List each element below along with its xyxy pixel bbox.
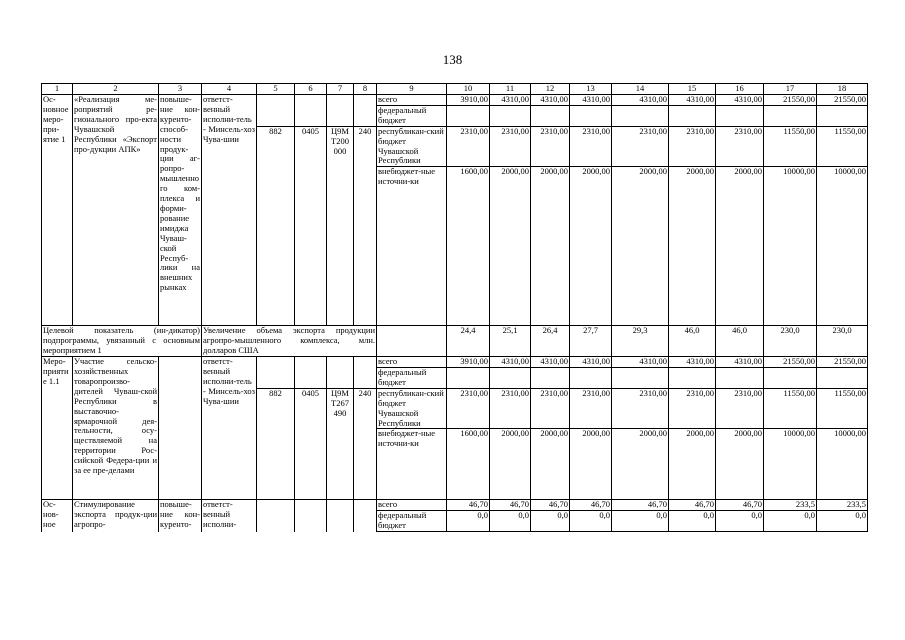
code-cell — [257, 167, 295, 326]
budget-code-csr: Ц9М Т200 000 — [327, 126, 354, 167]
code-cell — [354, 429, 377, 500]
code-cell — [257, 357, 295, 368]
value-cell: 46,70 — [716, 500, 764, 511]
indicator-value: 24,4 — [447, 326, 490, 357]
value-cell — [612, 105, 669, 126]
value-cell: 233,5 — [764, 500, 817, 511]
value-cell: 46,70 — [612, 500, 669, 511]
source-label: всего — [377, 500, 447, 511]
source-label: внебюджет-ные источни-ки — [377, 167, 447, 326]
value-cell — [764, 367, 817, 388]
value-cell: 2310,00 — [716, 126, 764, 167]
value-cell — [669, 367, 716, 388]
value-cell — [447, 367, 490, 388]
value-cell — [490, 105, 531, 126]
value-cell — [531, 367, 570, 388]
code-cell — [327, 367, 354, 388]
code-cell — [354, 511, 377, 532]
code-cell — [327, 429, 354, 500]
event-number: Ос-нов-ное — [42, 500, 73, 532]
col-num: 5 — [257, 84, 295, 95]
value-cell: 11550,00 — [764, 126, 817, 167]
value-cell: 0,0 — [531, 511, 570, 532]
col-num: 9 — [377, 84, 447, 95]
value-cell: 2000,00 — [716, 429, 764, 500]
col-num: 7 — [327, 84, 354, 95]
value-cell: 0,0 — [490, 511, 531, 532]
code-cell — [295, 500, 327, 511]
budget-code-vr: 240 — [354, 388, 377, 429]
source-label: федеральный бюджет — [377, 367, 447, 388]
value-cell: 0,0 — [570, 511, 612, 532]
value-cell: 46,70 — [570, 500, 612, 511]
code-cell — [295, 95, 327, 106]
code-cell — [327, 167, 354, 326]
source-label: федеральный бюджет — [377, 511, 447, 532]
column-number-row — [42, 84, 868, 95]
value-cell: 1600,00 — [447, 429, 490, 500]
source-label: республикан-ский бюджет Чувашской Республики — [377, 388, 447, 429]
code-cell — [354, 105, 377, 126]
value-cell — [490, 367, 531, 388]
value-cell: 2000,00 — [570, 167, 612, 326]
indicator-value: 46,0 — [669, 326, 716, 357]
value-cell: 10000,00 — [764, 429, 817, 500]
table-row — [42, 500, 868, 511]
value-cell: 2310,00 — [669, 126, 716, 167]
value-cell: 4310,00 — [669, 95, 716, 106]
value-cell: 4310,00 — [531, 357, 570, 368]
code-cell — [295, 429, 327, 500]
source-label: всего — [377, 95, 447, 106]
value-cell: 2000,00 — [669, 167, 716, 326]
code-cell — [295, 511, 327, 532]
value-cell: 2000,00 — [612, 429, 669, 500]
budget-code-grbs: 882 — [257, 126, 295, 167]
value-cell: 4310,00 — [490, 357, 531, 368]
event-executor: ответст-венный исполни- — [202, 500, 257, 532]
col-num: 14 — [612, 84, 669, 95]
value-cell: 10000,00 — [817, 429, 868, 500]
value-cell: 4310,00 — [570, 357, 612, 368]
value-cell: 233,5 — [817, 500, 868, 511]
code-cell — [295, 105, 327, 126]
code-cell — [295, 367, 327, 388]
budget-code-rzpr: 0405 — [295, 126, 327, 167]
col-num: 12 — [531, 84, 570, 95]
indicator-value: 46,0 — [716, 326, 764, 357]
indicator-row — [42, 326, 868, 357]
table-row — [42, 357, 868, 368]
col-num: 2 — [73, 84, 159, 95]
indicator-value: 230,0 — [817, 326, 868, 357]
col-num: 8 — [354, 84, 377, 95]
value-cell — [570, 105, 612, 126]
value-cell: 46,70 — [669, 500, 716, 511]
value-cell: 0,0 — [669, 511, 716, 532]
event-executor: ответст-венный исполни-тель - Минсель-хоз Чува-шии — [202, 357, 257, 500]
value-cell: 3910,00 — [447, 95, 490, 106]
code-cell — [354, 367, 377, 388]
value-cell: 2310,00 — [669, 388, 716, 429]
value-cell — [570, 367, 612, 388]
value-cell: 21550,00 — [764, 357, 817, 368]
indicator-source-cell — [377, 326, 447, 357]
value-cell: 2000,00 — [716, 167, 764, 326]
value-cell: 2310,00 — [447, 126, 490, 167]
indicator-label: Целевой показатель (ин-дикатор) подпрограммы, увязанный с основным мероприятием 1 — [43, 325, 200, 356]
indicator-value: 26,4 — [531, 326, 570, 357]
event-title: Участие сельско-хозяйственных товаропроизво-дителей Чуваш-ской Республики в выставочно-ярмарочной дея-тельности, осу-ществляемой на территории Рос-сийской Федера-ции и за ее пре-делами — [73, 357, 159, 500]
col-num: 17 — [764, 84, 817, 95]
page-number: 138 — [442, 52, 463, 67]
value-cell — [716, 105, 764, 126]
value-cell: 10000,00 — [764, 167, 817, 326]
value-cell: 10000,00 — [817, 167, 868, 326]
code-cell — [327, 105, 354, 126]
source-label: республикан-ский бюджет Чувашской Республики — [377, 126, 447, 167]
value-cell: 2310,00 — [570, 126, 612, 167]
value-cell: 2310,00 — [490, 388, 531, 429]
value-cell: 46,70 — [531, 500, 570, 511]
value-cell: 4310,00 — [716, 357, 764, 368]
value-cell: 2310,00 — [612, 388, 669, 429]
source-label: федеральный бюджет — [377, 105, 447, 126]
value-cell: 2310,00 — [570, 388, 612, 429]
event-title: «Реализация ме-роприятий ре-гионального про-екта Чувашской Республики «Экспорт про-дукции АПК» — [73, 95, 159, 326]
code-cell — [354, 500, 377, 511]
value-cell: 2310,00 — [531, 388, 570, 429]
code-cell — [327, 500, 354, 511]
budget-table — [41, 83, 868, 532]
value-cell: 4310,00 — [612, 357, 669, 368]
event-goal: повыше-ние кон-куренто- — [159, 500, 202, 532]
value-cell: 11550,00 — [817, 388, 868, 429]
indicator-description: Увеличение объема экспорта продукции агропро-мышленного комплекса, млн. долларов США — [203, 325, 375, 356]
col-num: 11 — [490, 84, 531, 95]
value-cell: 21550,00 — [817, 357, 868, 368]
value-cell: 0,0 — [764, 511, 817, 532]
value-cell: 4310,00 — [716, 95, 764, 106]
code-cell — [354, 167, 377, 326]
table-row — [42, 95, 868, 106]
value-cell — [716, 367, 764, 388]
value-cell — [531, 105, 570, 126]
value-cell: 2000,00 — [570, 429, 612, 500]
col-num: 18 — [817, 84, 868, 95]
indicator-value: 25,1 — [490, 326, 531, 357]
col-num: 13 — [570, 84, 612, 95]
value-cell: 4310,00 — [669, 357, 716, 368]
value-cell: 46,70 — [490, 500, 531, 511]
source-label: внебюджет-ные источни-ки — [377, 429, 447, 500]
value-cell: 2000,00 — [669, 429, 716, 500]
value-cell: 0,0 — [447, 511, 490, 532]
value-cell: 0,0 — [716, 511, 764, 532]
code-cell — [295, 357, 327, 368]
value-cell: 2000,00 — [612, 167, 669, 326]
code-cell — [257, 105, 295, 126]
budget-code-rzpr: 0405 — [295, 388, 327, 429]
value-cell: 46,70 — [447, 500, 490, 511]
value-cell: 2000,00 — [490, 429, 531, 500]
col-num: 16 — [716, 84, 764, 95]
code-cell — [327, 357, 354, 368]
code-cell — [327, 95, 354, 106]
value-cell: 2000,00 — [531, 429, 570, 500]
value-cell: 4310,00 — [570, 95, 612, 106]
value-cell: 2310,00 — [531, 126, 570, 167]
col-num: 6 — [295, 84, 327, 95]
col-num: 10 — [447, 84, 490, 95]
code-cell — [327, 511, 354, 532]
value-cell: 4310,00 — [531, 95, 570, 106]
budget-code-csr: Ц9М Т267 490 — [327, 388, 354, 429]
value-cell — [612, 367, 669, 388]
value-cell: 21550,00 — [817, 95, 868, 106]
value-cell — [447, 105, 490, 126]
event-title: Стимулирование экспорта продук-ции агропро- — [73, 500, 159, 532]
indicator-value: 27,7 — [570, 326, 612, 357]
code-cell — [257, 95, 295, 106]
value-cell: 2310,00 — [490, 126, 531, 167]
event-number: Ос-новное меро-при-ятие 1 — [42, 95, 73, 326]
value-cell: 2310,00 — [716, 388, 764, 429]
value-cell — [817, 105, 868, 126]
value-cell: 21550,00 — [764, 95, 817, 106]
value-cell: 2000,00 — [490, 167, 531, 326]
value-cell: 1600,00 — [447, 167, 490, 326]
col-num: 4 — [202, 84, 257, 95]
event-goal: повыше-ние кон-куренто-способ-ности продук-ции аг-ропро-мышленного ком-плекса и форми-рование имиджа Чуваш-ской Респуб-лики на внешних рынках — [159, 95, 202, 326]
event-number: Меро-приятие 1.1 — [42, 357, 73, 500]
indicator-value: 230,0 — [764, 326, 817, 357]
budget-code-grbs: 882 — [257, 388, 295, 429]
value-cell: 4310,00 — [490, 95, 531, 106]
indicator-value: 29,3 — [612, 326, 669, 357]
value-cell: 2310,00 — [612, 126, 669, 167]
code-cell — [257, 511, 295, 532]
code-cell — [295, 167, 327, 326]
source-label: всего — [377, 357, 447, 368]
col-num: 3 — [159, 84, 202, 95]
col-num: 1 — [42, 84, 73, 95]
value-cell: 0,0 — [612, 511, 669, 532]
value-cell: 0,0 — [817, 511, 868, 532]
col-num: 15 — [669, 84, 716, 95]
value-cell: 11550,00 — [817, 126, 868, 167]
value-cell: 2310,00 — [447, 388, 490, 429]
value-cell: 11550,00 — [764, 388, 817, 429]
value-cell: 2000,00 — [531, 167, 570, 326]
value-cell — [669, 105, 716, 126]
code-cell — [257, 429, 295, 500]
code-cell — [354, 357, 377, 368]
event-goal — [159, 357, 202, 500]
code-cell — [257, 500, 295, 511]
code-cell — [257, 367, 295, 388]
value-cell: 4310,00 — [612, 95, 669, 106]
value-cell — [817, 367, 868, 388]
budget-code-vr: 240 — [354, 126, 377, 167]
event-executor: ответст-венный исполни-тель - Минсель-хоз Чува-шии — [202, 95, 257, 326]
code-cell — [354, 95, 377, 106]
value-cell — [764, 105, 817, 126]
value-cell: 3910,00 — [447, 357, 490, 368]
